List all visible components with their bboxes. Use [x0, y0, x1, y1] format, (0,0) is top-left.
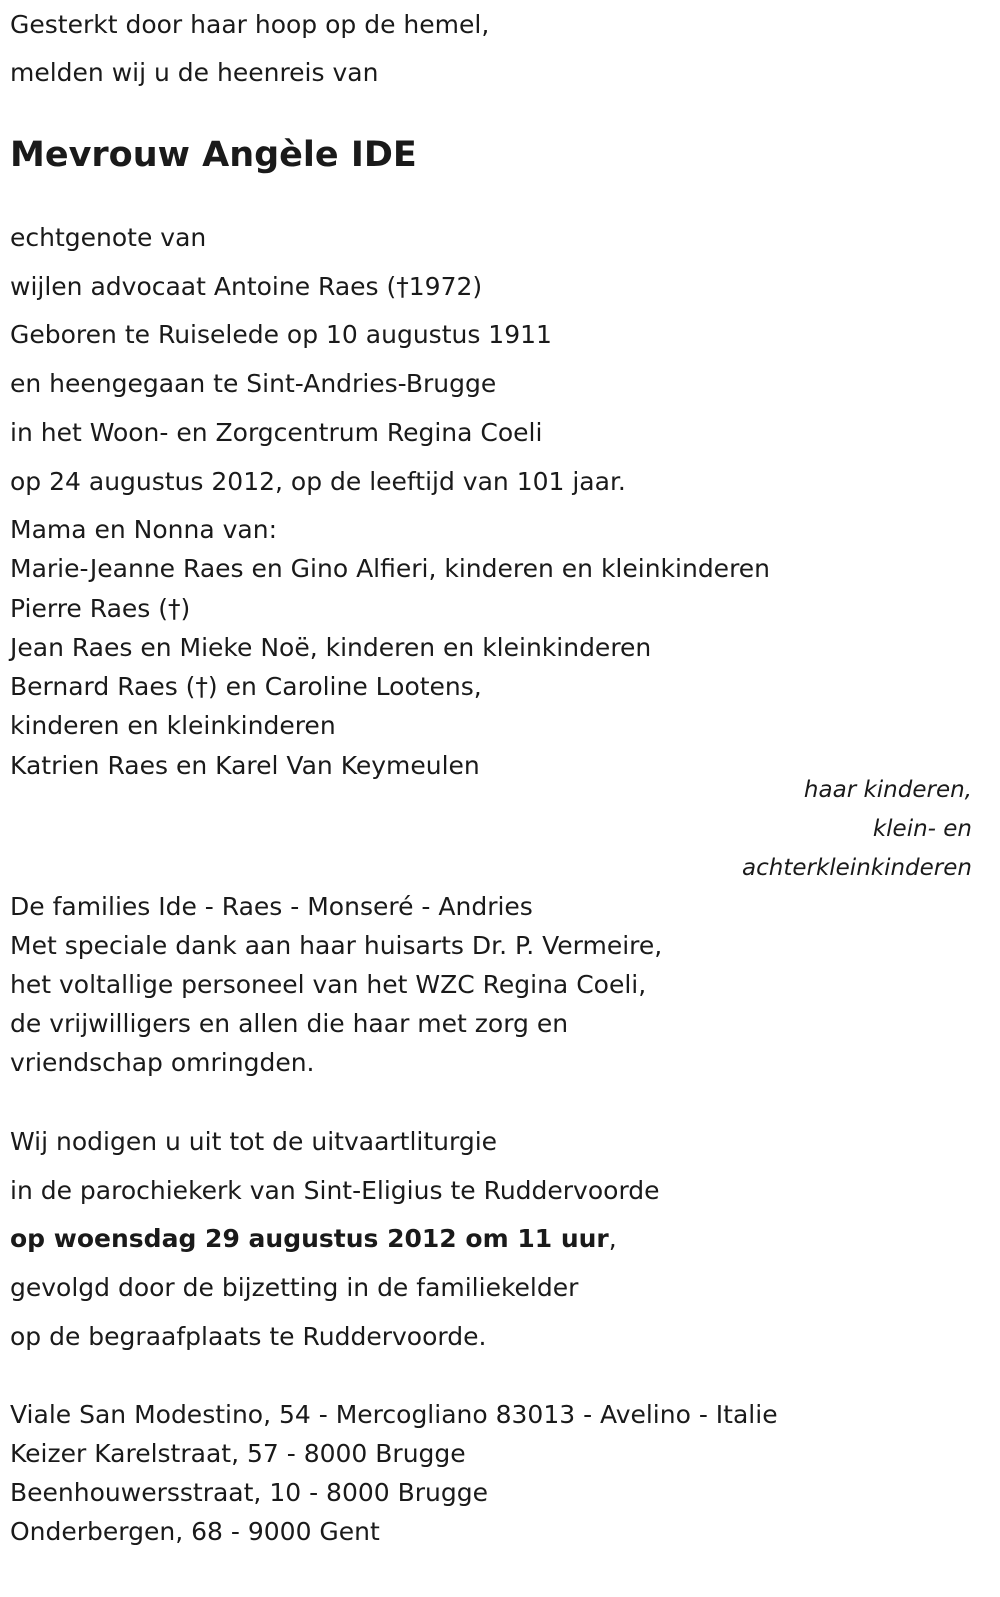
- intro-line-1: Gesterkt door haar hoop op de hemel,: [10, 10, 490, 39]
- biography-line: en heengegaan te Sint-Andries-Brugge: [10, 369, 497, 398]
- funeral-datetime-suffix: ,: [608, 1224, 617, 1253]
- funeral-datetime: op woensdag 29 augustus 2012 om 11 uur: [10, 1224, 609, 1253]
- funeral-line-1: Wij nodigen u uit tot de uitvaartliturgie: [10, 1127, 498, 1156]
- family-line: Marie-Jeanne Raes en Gino Alfieri, kinderen en kleinkinderen: [10, 554, 771, 583]
- funeral-line-2: in de parochiekerk van Sint-Eligius te Ruddervoorde: [10, 1176, 660, 1205]
- descendants-line: achterkleinkinderen: [742, 855, 972, 881]
- intro-line-2: melden wij u de heenreis van: [10, 58, 379, 87]
- biography-line: op 24 augustus 2012, op de leeftijd van 101 jaar.: [10, 467, 626, 496]
- biography-line: in het Woon- en Zorgcentrum Regina Coeli: [10, 418, 543, 447]
- family-line: Katrien Raes en Karel Van Keymeulen: [10, 751, 480, 780]
- address-line: Beenhouwersstraat, 10 - 8000 Brugge: [10, 1478, 489, 1507]
- family-line: Jean Raes en Mieke Noë, kinderen en kleinkinderen: [10, 633, 652, 662]
- thanks-line: vriendschap omringden.: [10, 1048, 315, 1077]
- deceased-name: Mevrouw Angèle IDE: [10, 135, 417, 175]
- address-line: Viale San Modestino, 54 - Mercogliano 83013 - Avelino - Italie: [10, 1400, 778, 1429]
- descendants-line: klein- en: [872, 816, 972, 842]
- address-line: Onderbergen, 68 - 9000 Gent: [10, 1517, 380, 1546]
- funeral-line-5: op de begraafplaats te Ruddervoorde.: [10, 1322, 487, 1351]
- thanks-line: Met speciale dank aan haar huisarts Dr. P. Vermeire,: [10, 931, 663, 960]
- address-line: Keizer Karelstraat, 57 - 8000 Brugge: [10, 1439, 466, 1468]
- thanks-line: de vrijwilligers en allen die haar met zorg en: [10, 1009, 569, 1038]
- biography-line: echtgenote van: [10, 223, 207, 252]
- funeral-line-4: gevolgd door de bijzetting in de familiekelder: [10, 1273, 579, 1302]
- thanks-line: De families Ide - Raes - Monseré - Andries: [10, 892, 533, 921]
- thanks-line: het voltallige personeel van het WZC Regina Coeli,: [10, 970, 647, 999]
- biography-line: wijlen advocaat Antoine Raes (†1972): [10, 272, 483, 301]
- biography-line: Geboren te Ruiselede op 10 augustus 1911: [10, 320, 552, 349]
- descendants-line: haar kinderen,: [803, 777, 972, 803]
- family-line: Bernard Raes (†) en Caroline Lootens,: [10, 672, 482, 701]
- family-line: kinderen en kleinkinderen: [10, 711, 336, 740]
- family-line: Pierre Raes (†): [10, 594, 191, 623]
- family-line: Mama en Nonna van:: [10, 515, 278, 544]
- funeral-datetime-line: [10, 1224, 617, 1254]
